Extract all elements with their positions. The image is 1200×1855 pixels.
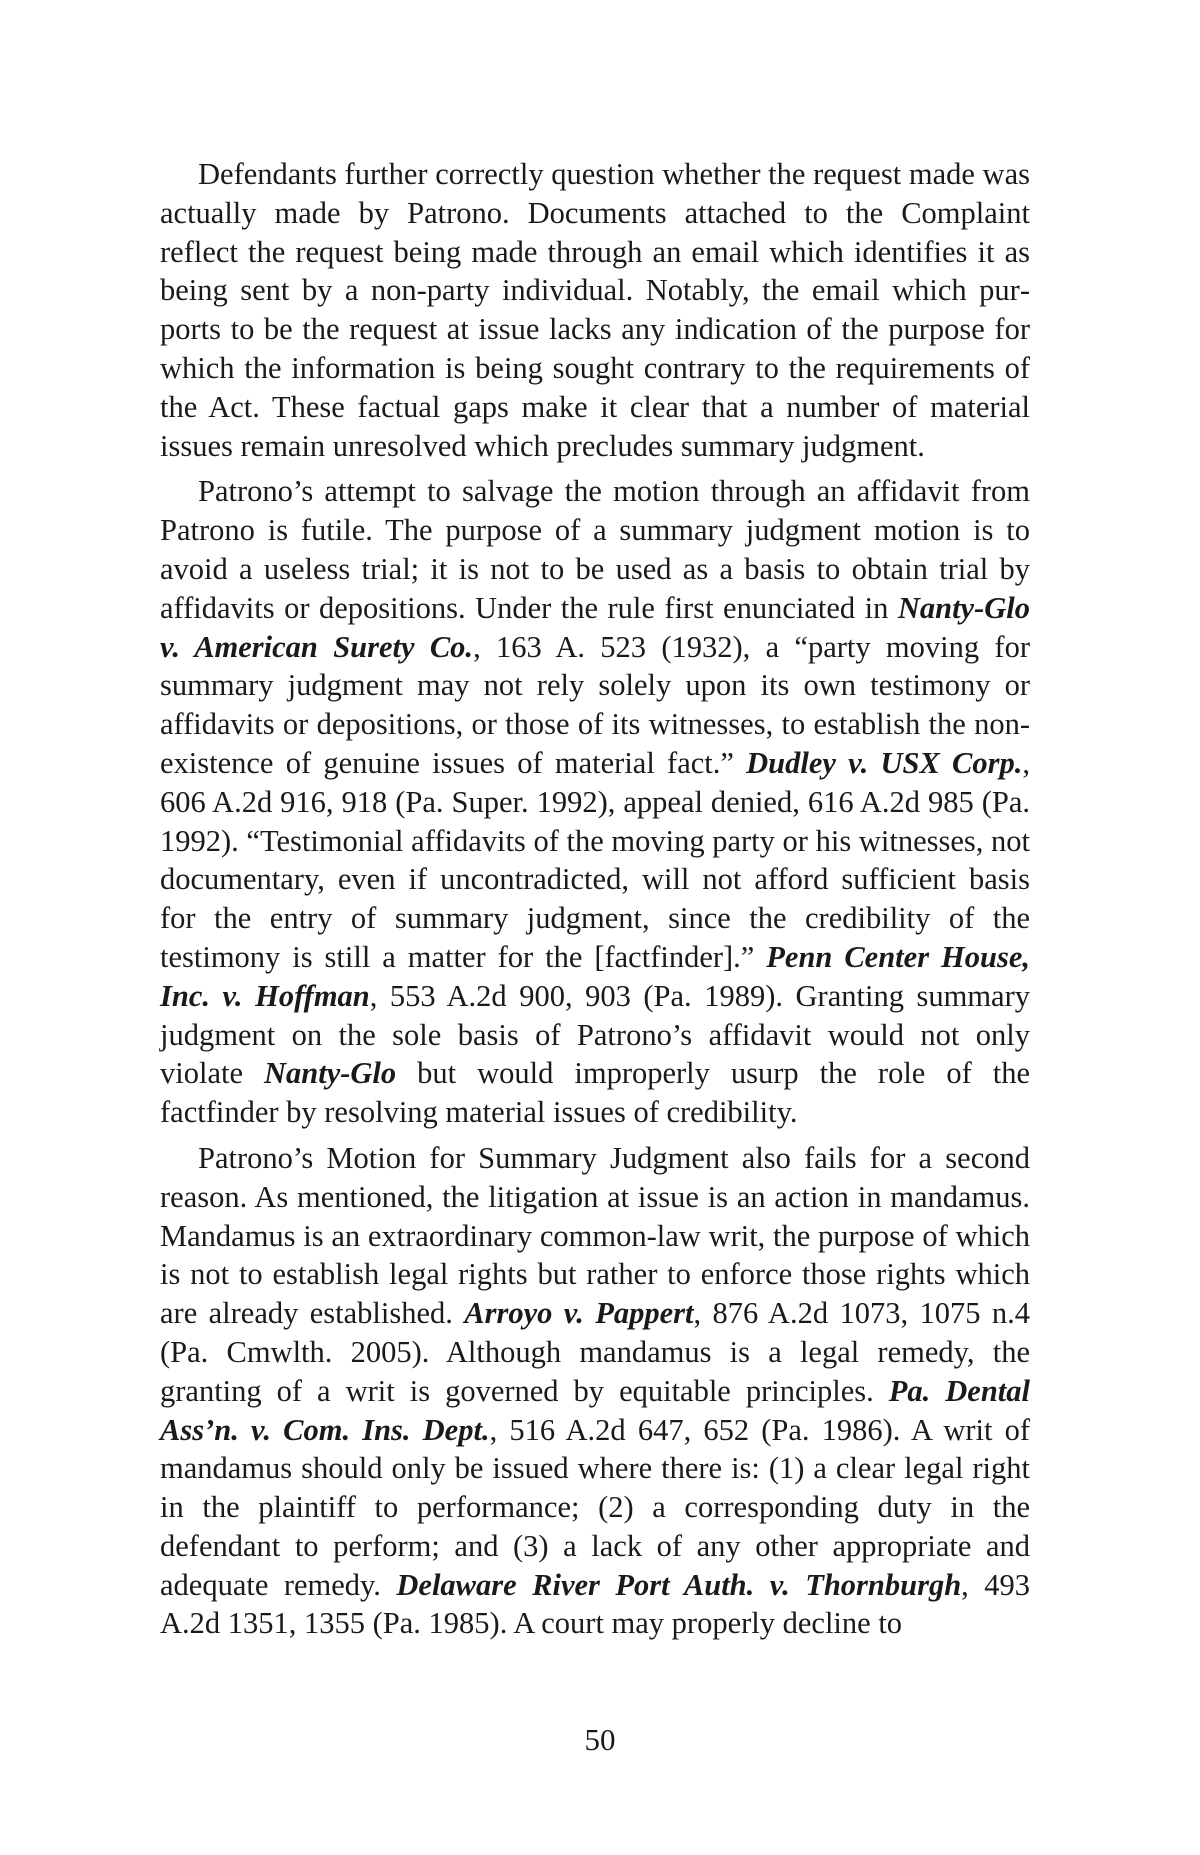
case-citation: Penn Center House, Inc. v. Hoffman — [160, 939, 1030, 1013]
paragraph-text: , 516 A.2d 647, 652 (Pa. 1986). A writ of mandamus should only be issued where there is: (1) a clear legal right in the plaintiff to performance; (2) a corresponding duty in the defendant to perform; and (3) a lack of any other appropriate and adequate remedy. — [160, 1412, 1030, 1602]
paragraph-text: , 606 A.2d 916, 918 (Pa. Super. 1992), appeal denied, 616 A.2d 985 (Pa. 1992). “Testimonial affidavits of the moving party or his witnesses, not documentary, even if uncontradicted, will not afford sufficient basis for the entry of summary judgment, since the credibility of the testimony is still a matter for the [factfinder].” — [160, 745, 1030, 974]
case-citation: Nanty-Glo v. American Surety Co. — [160, 590, 1030, 664]
paragraph — [160, 1139, 1030, 1643]
body-text — [160, 155, 1030, 1643]
paragraph-text: Patrono’s attempt to salvage the motion through an affidavit from Patrono is futile. The purpose of a summary judgment motion is to avoid a useless trial; it is not to be used as a basis to obtain trial by affidavits or depositions. Under the rule first enunciated in — [160, 474, 1030, 625]
paragraph-text: , 493 A.2d 1351, 1355 (Pa. 1985). A court may properly decline to — [160, 1567, 1030, 1641]
paragraph-text: , 876 A.2d 1073, 1075 n.4 (Pa. Cmwlth. 2005). Although mandamus is a legal remedy, the granting of a writ is governed by equitable principles. — [160, 1296, 1030, 1408]
case-citation: Pa. Dental Ass’n. v. Com. Ins. Dept. — [160, 1373, 1030, 1447]
case-citation: Delaware River Port Auth. v. Thornburgh — [396, 1567, 962, 1602]
paragraph-text: , 163 A. 523 (1932), a “party moving for summary judgment may not rely solely upon its own testimony or affidavits or depositions, or those of its witnesses, to establish the non-existence of genuine issues of material fact.” — [160, 629, 1030, 780]
page-number: 50 — [584, 1722, 616, 1757]
case-citation: Dudley v. USX Corp. — [746, 745, 1023, 780]
paragraph — [160, 155, 1030, 465]
paragraph-text: , 553 A.2d 900, 903 (Pa. 1989). Granting summary judgment on the sole basis of Patrono’s affidavit would not only violate — [160, 978, 1030, 1091]
case-citation: Nanty-Glo — [264, 1056, 397, 1091]
case-citation: Arroyo v. Pappert — [464, 1296, 694, 1331]
paragraph-text: Patrono’s Motion for Summary Judgment also fails for a second reason. As mentioned, the litigation at issue is an action in mandamus. Mandamus is an extraordinary common-law writ, the purpose of which is not to establish legal rights but rather to enforce those rights which are already established. — [160, 1140, 1030, 1331]
paragraph — [160, 472, 1030, 1132]
paragraph-text: but would improperly usurp the role of the factfinder by resolving material issues of credibility. — [160, 1056, 1030, 1130]
paragraph-text: Defendants further correctly question whether the request made was actually made by Patrono. Documents attached to the Complaint reflect the request being made through an email which identifies it as being sent by a non-party individual. Notably, the email which purports to be the request at issue lacks any indication of the purpose for which the information is being sought contrary to the requirements of the Act. These factual gaps make it clear that a number of material issues remain unresolved which precludes summary judgment. — [160, 157, 1030, 463]
